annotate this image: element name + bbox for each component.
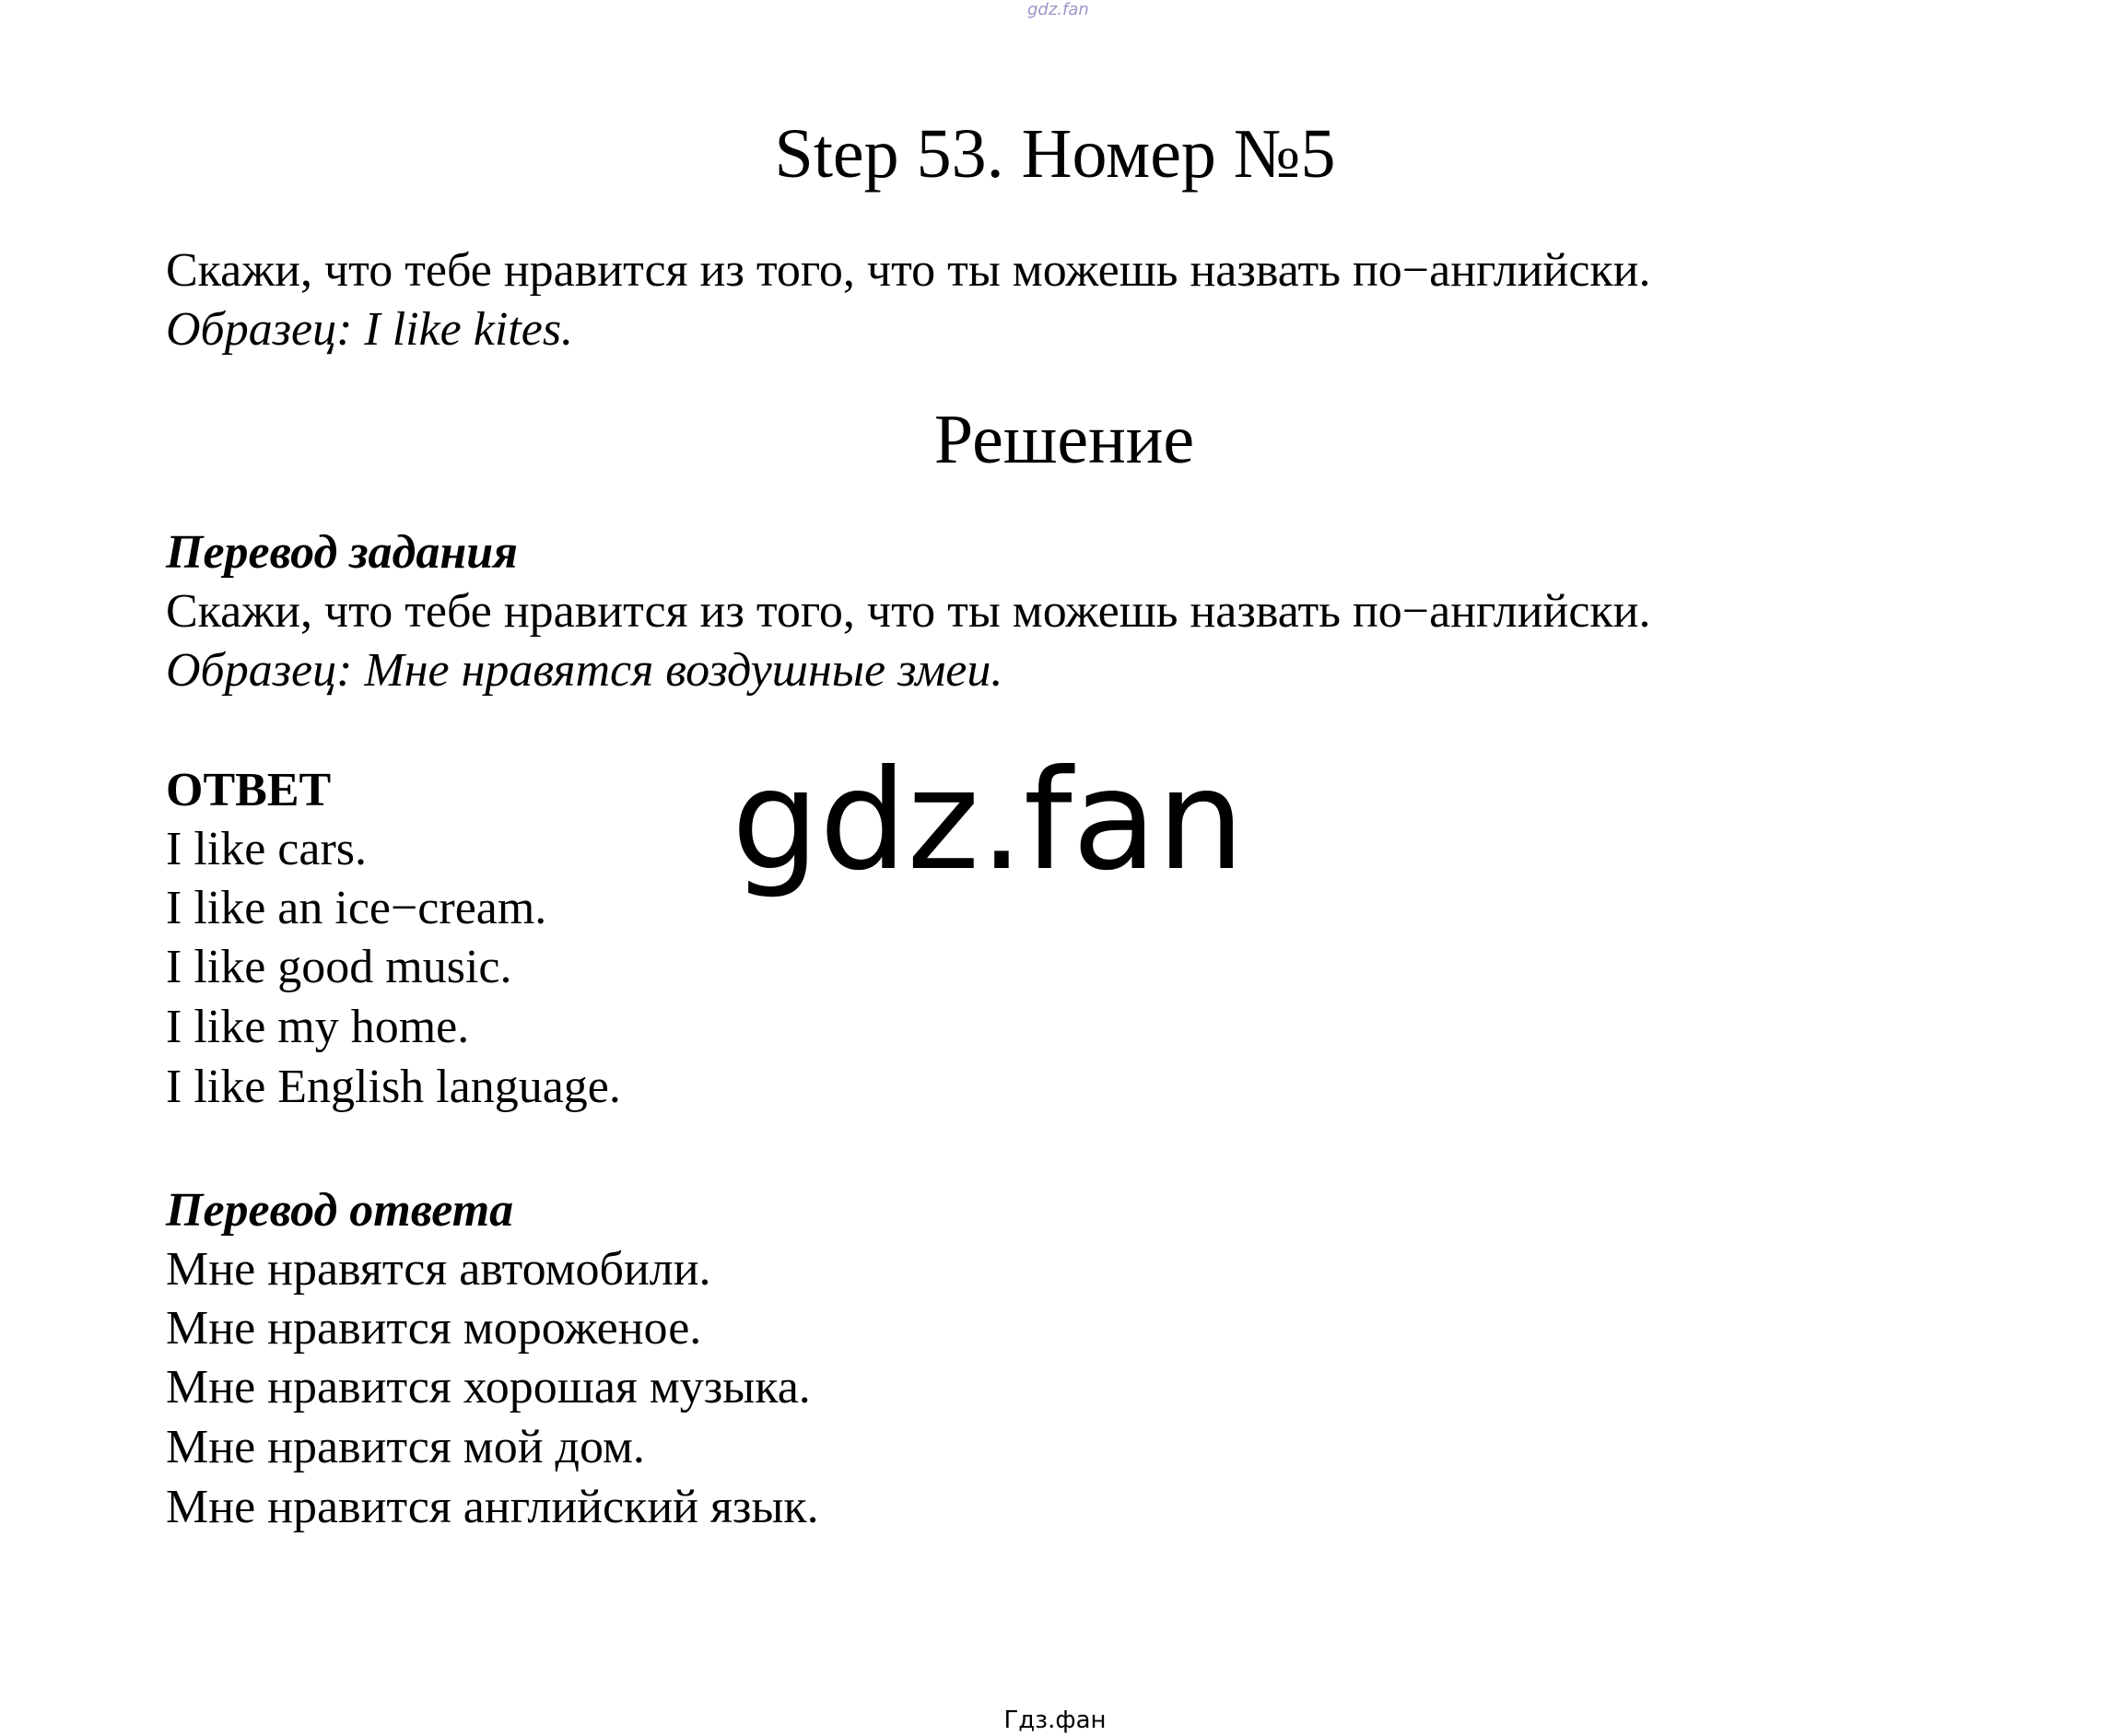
footer-text: Гдз.фан [1003, 1707, 1107, 1734]
answer-translation-line: Мне нравится английский язык. [166, 1481, 819, 1533]
answer-heading: ОТВЕТ [166, 764, 332, 816]
answer-translation-line: Мне нравится мой дом. [166, 1421, 645, 1473]
answer-line: I like my home. [166, 1001, 470, 1053]
page-title: Step 53. Номер №5 [774, 115, 1336, 193]
translation-heading: Перевод задания [166, 526, 518, 579]
translation-example: Образец: Мне нравятся воздушные змеи. [166, 644, 1003, 697]
task-example: Образец: I like kites. [166, 303, 574, 356]
solution-heading: Решение [933, 401, 1195, 478]
answer-line: I like English language. [166, 1061, 621, 1113]
translation-text: Скажи, что тебе нравится из того, что ты можешь назвать по−английски. [166, 585, 1651, 638]
answer-line: I like an ice−cream. [166, 882, 547, 934]
answer-translation-line: Мне нравится хорошая музыка. [166, 1361, 811, 1413]
task-text: Скажи, что тебе нравится из того, что ты можешь назвать по−английски. [166, 244, 1651, 297]
top-watermark: gdz.fan [1027, 0, 1089, 19]
answer-line: I like cars. [166, 823, 368, 875]
answer-translation-line: Мне нравятся автомобили. [166, 1243, 711, 1296]
center-watermark: gdz.fan [732, 741, 1245, 901]
answer-translation-heading: Перевод ответа [166, 1184, 514, 1237]
answer-line: I like good music. [166, 941, 512, 993]
answer-translation-line: Мне нравится мороженое. [166, 1302, 702, 1355]
